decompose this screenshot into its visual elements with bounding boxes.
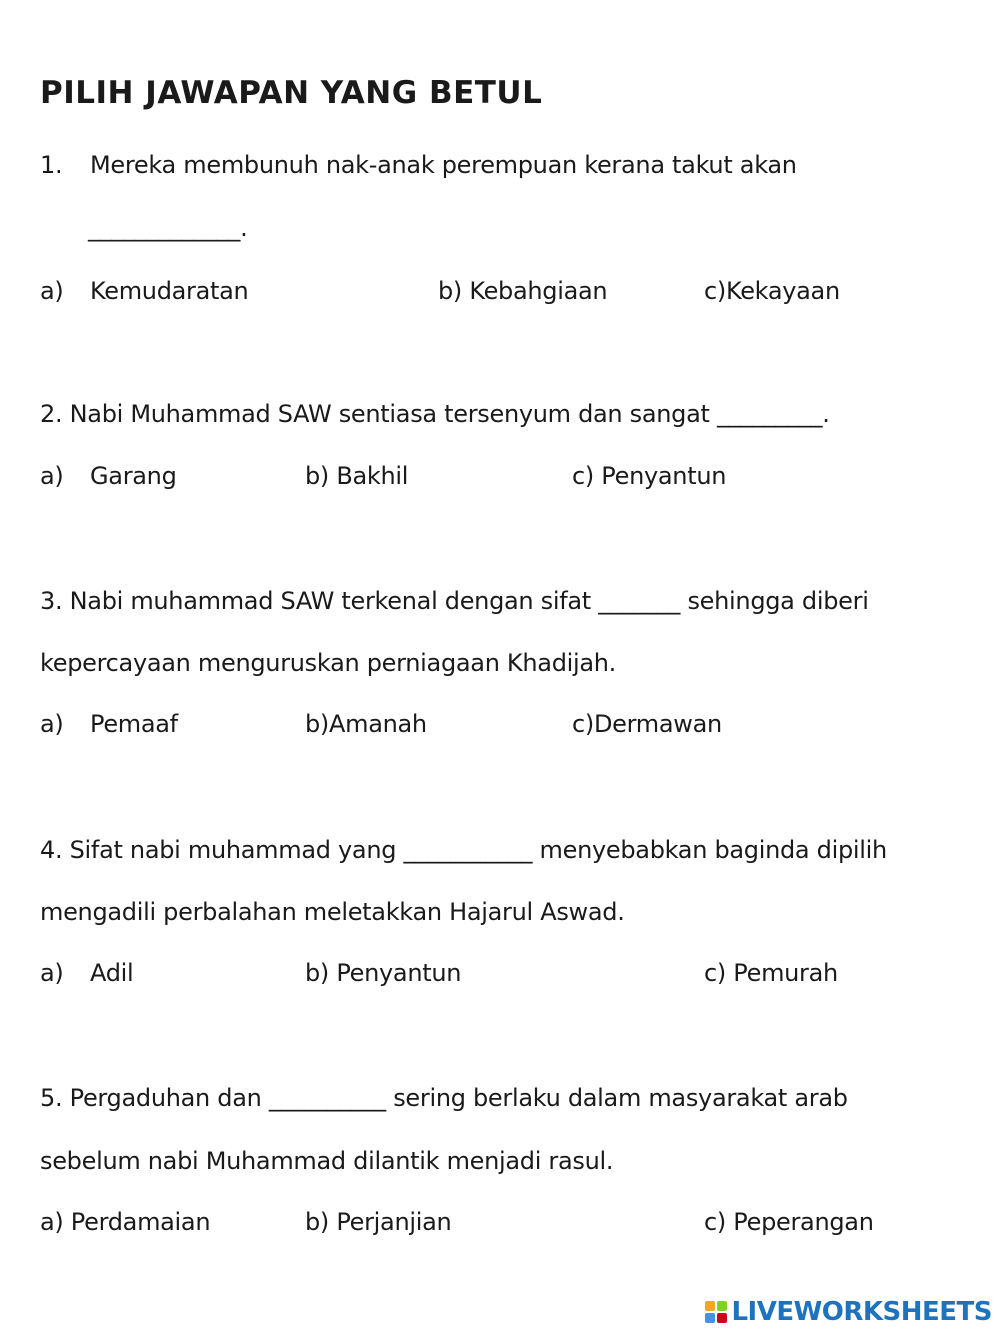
question-3-option-a[interactable]: Pemaaf	[90, 710, 178, 738]
question-1-option-c[interactable]: c)Kekayaan	[704, 277, 840, 305]
question-4-option-a[interactable]: Adil	[90, 959, 134, 987]
question-3-option-b[interactable]: b)Amanah	[305, 710, 427, 738]
question-3-option-a-label: a)	[40, 710, 64, 738]
question-2-option-a-label: a)	[40, 462, 64, 490]
question-5-line-2: sebelum nabi Muhammad dilantik menjadi rasul.	[40, 1147, 614, 1175]
question-5-option-a[interactable]: a) Perdamaian	[40, 1208, 211, 1236]
liveworksheets-logo	[705, 1298, 992, 1326]
question-3-line-1: 3. Nabi muhammad SAW terkenal dengan sifat _______ sehingga diberi	[40, 587, 869, 615]
question-4-line-1: 4. Sifat nabi muhammad yang ___________ menyebabkan baginda dipilih	[40, 836, 887, 864]
question-4-option-a-label: a)	[40, 959, 64, 987]
question-1-blank: _____________.	[88, 214, 248, 242]
question-4-option-b[interactable]: b) Penyantun	[305, 959, 462, 987]
page-title: PILIH JAWAPAN YANG BETUL	[40, 75, 543, 111]
question-2-option-c[interactable]: c) Penyantun	[572, 462, 727, 490]
question-2-option-a[interactable]: Garang	[90, 462, 177, 490]
liveworksheets-logo-icon	[705, 1301, 727, 1323]
question-5-line-1: 5. Pergaduhan dan __________ sering berlaku dalam masyarakat arab	[40, 1084, 848, 1112]
question-2-text: 2. Nabi Muhammad SAW sentiasa tersenyum dan sangat _________.	[40, 400, 830, 428]
question-3-line-2: kepercayaan menguruskan perniagaan Khadijah.	[40, 649, 617, 677]
question-5-option-c[interactable]: c) Peperangan	[704, 1208, 874, 1236]
question-3-option-c[interactable]: c)Dermawan	[572, 710, 722, 738]
liveworksheets-wordmark: LIVEWORKSHEETS	[731, 1297, 992, 1327]
question-5-option-b[interactable]: b) Perjanjian	[305, 1208, 452, 1236]
question-4-line-2: mengadili perbalahan meletakkan Hajarul Aswad.	[40, 898, 625, 926]
question-4-option-c[interactable]: c) Pemurah	[704, 959, 838, 987]
question-2-option-b[interactable]: b) Bakhil	[305, 462, 409, 490]
question-1-option-a[interactable]: Kemudaratan	[90, 277, 249, 305]
question-1-text: Mereka membunuh nak-anak perempuan kerana takut akan	[90, 151, 797, 179]
question-1-option-b[interactable]: b) Kebahgiaan	[438, 277, 608, 305]
question-1-number: 1.	[40, 151, 63, 179]
question-1-option-a-label: a)	[40, 277, 64, 305]
